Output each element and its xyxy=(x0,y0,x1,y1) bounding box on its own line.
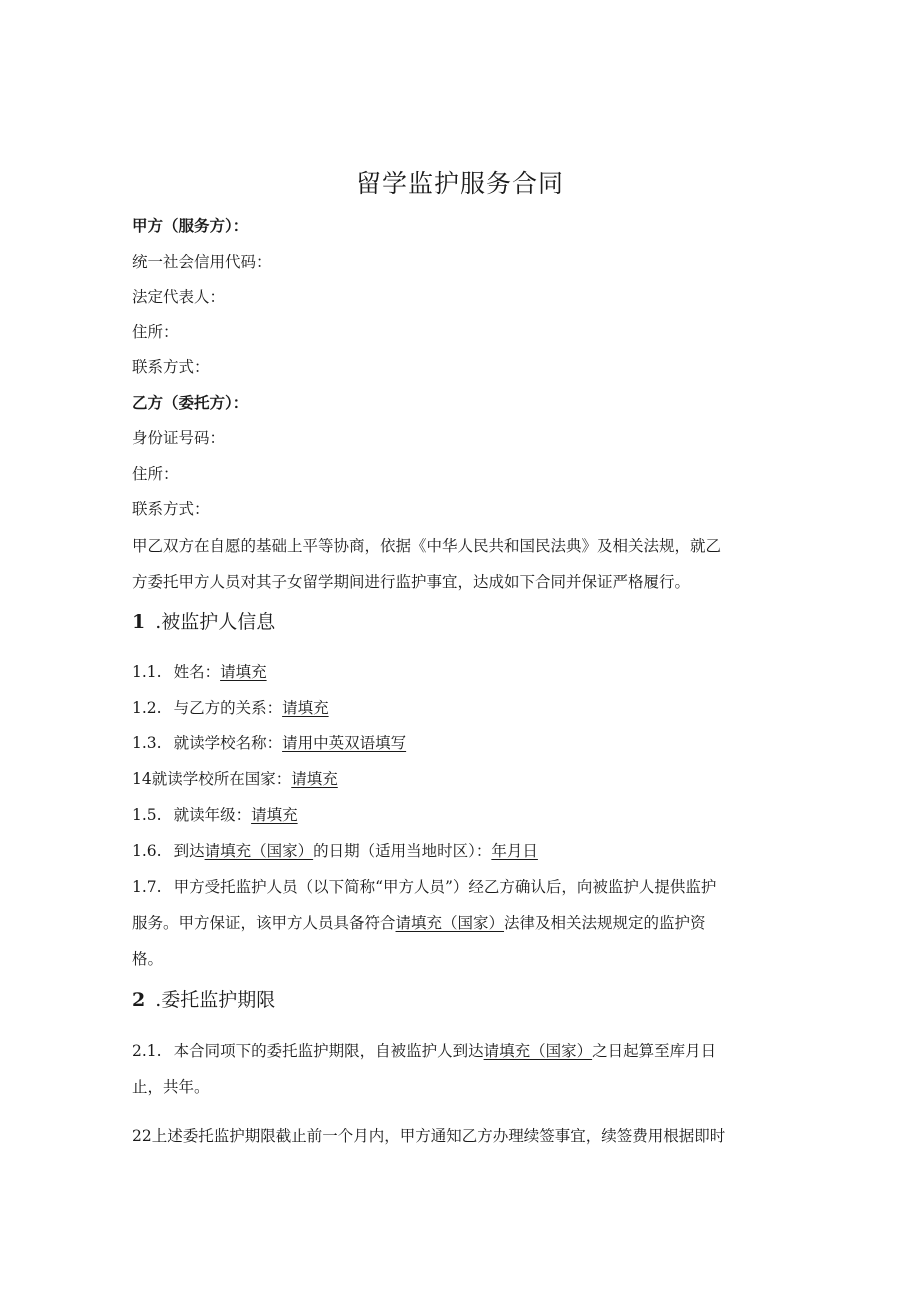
clause-1-3 xyxy=(132,732,406,754)
preamble-line-1: 甲乙双方在自愿的基础上平等协商，依据《中华人民共和国民法典》及相关法规，就乙 xyxy=(132,537,722,555)
date-placeholder[interactable]: 年月日 xyxy=(491,842,538,860)
clause-1-5 xyxy=(132,804,298,826)
clause-1-7-line-1 xyxy=(132,876,716,898)
fill-placeholder[interactable]: 请填充 xyxy=(220,663,267,681)
fill-placeholder[interactable]: 请填充（国家） xyxy=(395,914,505,932)
section-number: 2 xyxy=(132,989,146,1011)
clause-label: 与乙方的关系： xyxy=(173,699,283,717)
clause-2-1-line-2: 止，共年。 xyxy=(132,1078,210,1096)
section-1-heading xyxy=(132,610,275,634)
clause-1-7-line-3: 格。 xyxy=(132,950,164,968)
clause-text: 之日起算至库月日 xyxy=(592,1042,717,1060)
clause-number: 1.5. xyxy=(132,806,162,824)
clause-number: 1.2. xyxy=(132,699,162,717)
clause-text: 上述委托监护期限截止前一个月内，甲方通知乙方办理续签事宜，续签费用根据即时 xyxy=(151,1127,726,1145)
clause-text: 的日期（适用当地时区）： xyxy=(313,842,492,860)
clause-1-4 xyxy=(132,768,338,790)
clause-2-2 xyxy=(132,1125,725,1147)
clause-text: 本合同项下的委托监护期限，自被监护人到达 xyxy=(173,1042,484,1060)
clause-number: 1.3. xyxy=(132,734,162,752)
page-title: 留学监护服务合同 xyxy=(355,169,564,198)
clause-label: 就读学校所在国家： xyxy=(151,770,292,788)
clause-label: 姓名： xyxy=(173,663,221,681)
clause-text: 到达 xyxy=(173,842,205,860)
clause-text: 服务。甲方保证，该甲方人员具备符合 xyxy=(132,914,396,932)
clause-number: 1.6. xyxy=(132,842,162,860)
clause-text: 法律及相关法规规定的监护资 xyxy=(504,914,706,932)
clause-text: 甲方受托监护人员（以下简称“甲方人员”）经乙方确认后，向被监护人提供监护 xyxy=(173,878,717,896)
party-b-heading: 乙方（委托方）： xyxy=(132,394,249,412)
clause-1-2 xyxy=(132,697,329,719)
party-a-legal-rep: 法定代表人： xyxy=(132,288,226,306)
clause-number: 22 xyxy=(132,1127,152,1145)
fill-placeholder[interactable]: 请填充 xyxy=(291,770,338,788)
party-a-heading: 甲方（服务方）： xyxy=(132,217,249,235)
section-title: .委托监护期限 xyxy=(155,989,276,1011)
section-title: .被监护人信息 xyxy=(155,611,276,633)
clause-1-7-line-2 xyxy=(132,912,706,934)
clause-number: 14 xyxy=(132,770,152,788)
party-a-credit-code: 统一社会信用代码： xyxy=(132,253,272,271)
party-b-address: 住所： xyxy=(132,465,179,483)
preamble-line-2: 方委托甲方人员对其子女留学期间进行监护事宜，达成如下合同并保证严格履行。 xyxy=(132,573,691,591)
clause-label: 就读学校名称： xyxy=(173,734,283,752)
clause-1-1 xyxy=(132,661,267,683)
fill-placeholder[interactable]: 请用中英双语填写 xyxy=(282,734,407,752)
clause-number: 2.1. xyxy=(132,1042,162,1060)
fill-placeholder[interactable]: 请填充 xyxy=(282,699,329,717)
party-b-contact: 联系方式： xyxy=(132,500,210,518)
section-2-heading xyxy=(132,988,275,1012)
clause-label: 就读年级： xyxy=(173,806,252,824)
fill-placeholder[interactable]: 请填充（国家） xyxy=(204,842,314,860)
clause-2-1-line-1 xyxy=(132,1040,716,1062)
fill-placeholder[interactable]: 请填充 xyxy=(251,806,298,824)
clause-number: 1.7. xyxy=(132,878,162,896)
clause-1-6 xyxy=(132,840,538,862)
party-a-address: 住所： xyxy=(132,323,179,341)
clause-number: 1.1. xyxy=(132,663,162,681)
party-a-contact: 联系方式： xyxy=(132,358,210,376)
fill-placeholder[interactable]: 请填充（国家） xyxy=(483,1042,593,1060)
party-b-id-number: 身份证号码： xyxy=(132,429,226,447)
section-number: 1 xyxy=(132,611,146,633)
